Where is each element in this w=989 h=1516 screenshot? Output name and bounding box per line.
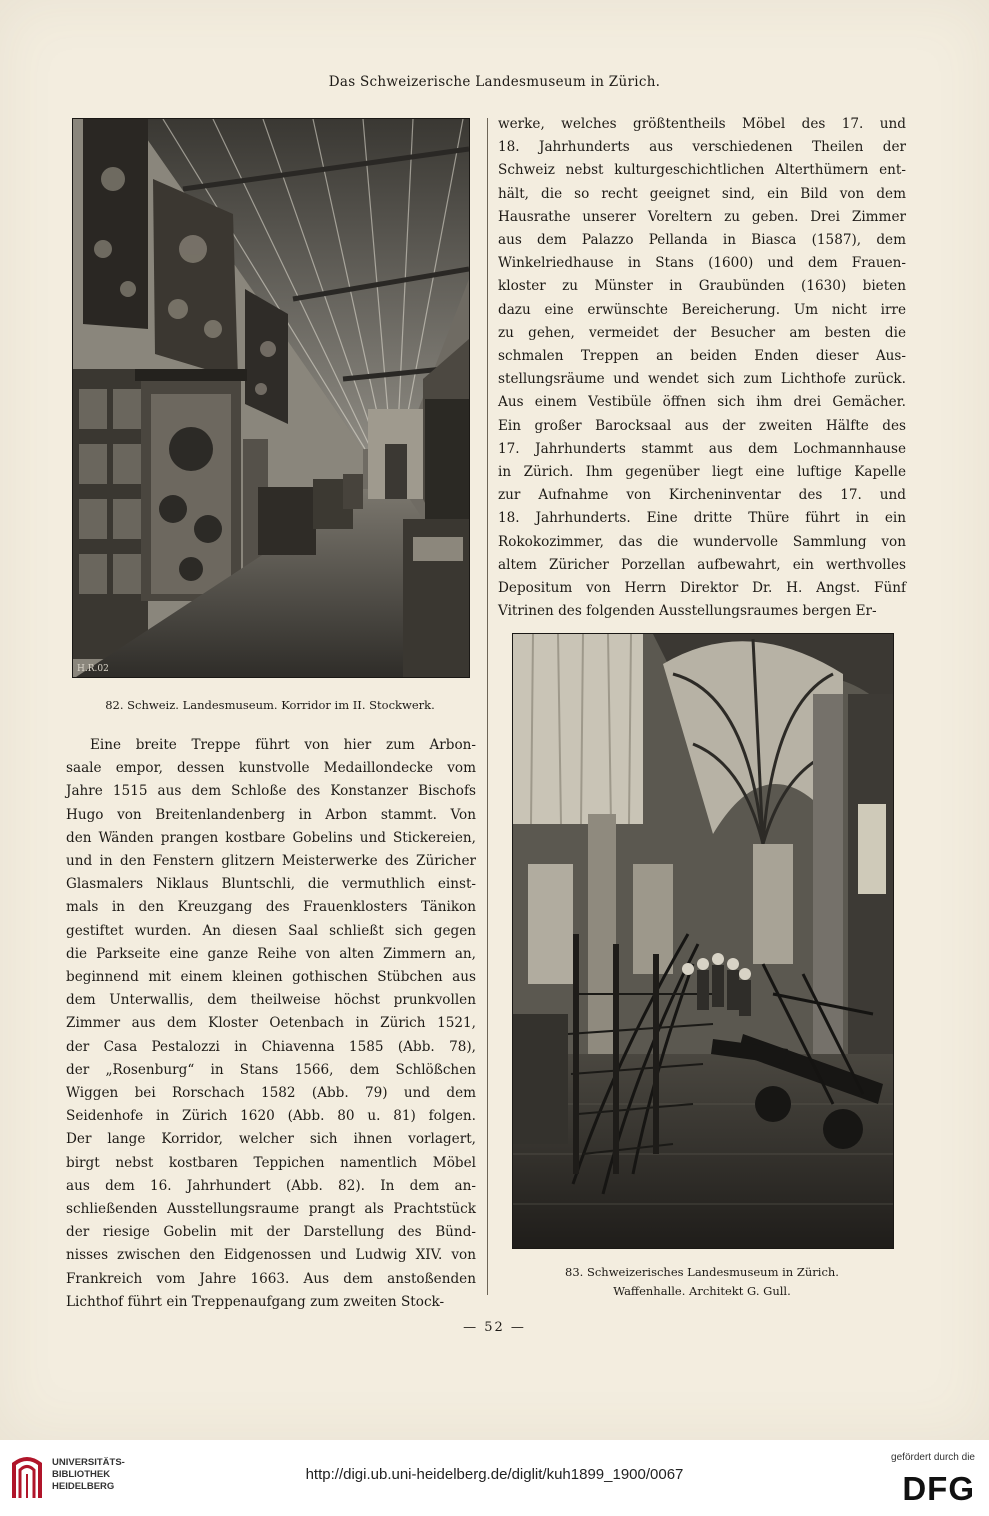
corridor-photograph xyxy=(72,118,470,678)
page-number: — 52 — xyxy=(463,1320,526,1335)
text-line: nisses zwischen den Eidgenossen und Ludwig XIV. von xyxy=(66,1247,476,1264)
photo-monogram: H.R.02 xyxy=(77,664,109,674)
text-line: der riesige Gobelin mit der Darstellung des Bünd- xyxy=(66,1224,476,1241)
text-line: werke, welches größtentheils Möbel des 17. und xyxy=(498,116,906,132)
text-line: altem Züricher Porzellan aufbewahrt, ein werthvolles xyxy=(498,556,906,573)
figure-83-caption xyxy=(512,1263,892,1301)
text-line: den Wänden prangen kostbare Gobelins und Stickereien, xyxy=(66,829,476,846)
dfg-logo: DFG xyxy=(902,1470,975,1507)
text-line: Schweiz nebst kulturgeschichtlichen Alterthümern ent- xyxy=(498,162,906,179)
funded-by-label: gefördert durch die xyxy=(891,1452,975,1463)
text-line: beginnend mit einem kleinen gothischen Stübchen aus xyxy=(66,969,476,986)
text-line: Vitrinen des folgenden Ausstellungsraumes bergen Er- xyxy=(498,603,877,620)
text-line: Rokokozimmer, das die wundervolle Sammlung von xyxy=(498,533,906,550)
text-line: Frankreich vom Jahre 1663. Aus dem anstoßenden xyxy=(66,1270,476,1287)
text-line: schließenden Ausstellungsraume prangt als Prachtstück xyxy=(66,1201,476,1218)
text-line: Zimmer aus dem Kloster Oetenbach in Zürich 1521, xyxy=(66,1015,476,1032)
text-line: Aus einem Vestibüle öffnen sich ihm drei Gemächer. xyxy=(498,394,906,411)
text-line: Ein großer Barocksaal aus der zweiten Hälfte des xyxy=(498,417,906,434)
text-line: mals in den Kreuzgang des Frauenklosters Tänikon xyxy=(66,899,476,916)
text-line: birgt nebst kostbaren Teppichen namentlich Möbel xyxy=(66,1154,476,1171)
text-line: dazu eine erwünschte Bereicherung. Um nicht irre xyxy=(498,301,906,318)
text-line: Depositum von Herrn Direktor Dr. H. Angst. Fünf xyxy=(498,580,906,597)
text-line: Lichthof führt ein Treppenaufgang zum zweiten Stock- xyxy=(66,1293,445,1310)
text-line: Der lange Korridor, welcher sich ihnen vorlagert, xyxy=(66,1131,476,1148)
text-line: 17. Jahrhunderts stammt aus dem Lochmannhause xyxy=(498,440,906,457)
text-line: zu gehen, vermeidet der Besucher am besten die xyxy=(498,324,906,341)
text-line: dem Unterwallis, dem theilweise höchst prunkvollen xyxy=(66,992,476,1009)
permalink-url[interactable]: http://digi.ub.uni-heidelberg.de/diglit/kuh1899_1900/0067 xyxy=(305,1466,684,1483)
text-line: Winkelriedhause in Stans (1600) und dem Frauen- xyxy=(498,255,906,272)
text-line: Hausrathe unserer Voreltern zu geben. Drei Zimmer xyxy=(498,208,906,225)
running-head: Das Schweizerische Landesmuseum in Zürich. xyxy=(328,74,661,90)
library-name-line: BIBLIOTHEK xyxy=(52,1469,111,1480)
left-text-column xyxy=(66,734,476,1314)
text-line: Seidenhofe in Zürich 1620 (Abb. 80 u. 81) folgen. xyxy=(66,1108,476,1125)
text-line: aus dem Palazzo Pellanda in Biasca (1587), dem xyxy=(498,232,906,249)
text-line: 18. Jahrhunderts. Eine dritte Thüre führt in ein xyxy=(498,510,906,527)
text-line: saale empor, dessen kunstvolle Medaillondecke vom xyxy=(66,760,476,777)
text-line: die Parkseite eine ganze Reihe von alten Zimmern an, xyxy=(66,945,476,962)
text-line: gestiftet wurden. An diesen Saal schließt sich gegen xyxy=(66,922,476,939)
text-line: zur Aufnahme von Kircheninventar des 17. und xyxy=(498,487,906,504)
text-line: hält, die so recht geeignet sind, ein Bild von dem xyxy=(498,185,906,202)
column-rule xyxy=(487,118,488,1295)
text-line: 18. Jahrhunderts aus verschiedenen Theilen der xyxy=(498,139,906,156)
text-line: Wiggen bei Rorschach 1582 (Abb. 79) und dem xyxy=(66,1085,476,1102)
figure-83-caption-line: Waffenhalle. Architekt G. Gull. xyxy=(613,1284,791,1298)
text-line: schmalen Treppen an beiden Enden dieser Aus- xyxy=(498,348,906,365)
text-line: in Zürich. Ihm gegenüber liegt eine luftige Kapelle xyxy=(498,464,906,481)
text-line: kloster zu Münster in Graubünden (1630) bieten xyxy=(498,278,906,295)
figure-83-caption-line: 83. Schweizerisches Landesmuseum in Zürich. xyxy=(565,1265,839,1279)
text-line: und in den Fenstern glitzern Meisterwerke des Züricher xyxy=(66,853,476,870)
armoury-hall-photograph xyxy=(512,633,894,1249)
digitization-footer xyxy=(0,1440,989,1516)
text-line: Glasmalers Niklaus Bluntschli, die vermuthlich einst- xyxy=(66,876,476,893)
text-line: Eine breite Treppe führt von hier zum Arbon- xyxy=(90,737,476,753)
library-name-line: HEIDELBERG xyxy=(52,1481,115,1492)
text-line: aus dem 16. Jahrhundert (Abb. 82). In dem an- xyxy=(66,1177,476,1194)
text-line: Jahre 1515 aus dem Schloße des Konstanzer Bischofs xyxy=(66,783,476,800)
library-name-line: UNIVERSITÄTS- xyxy=(52,1457,125,1468)
figure-82-caption: 82. Schweiz. Landesmuseum. Korridor im II. Stockwerk. xyxy=(105,698,435,712)
text-line: Hugo von Breitenlandenberg in Arbon stammt. Von xyxy=(66,806,476,823)
text-line: der „Rosenburg“ in Stans 1566, dem Schlößchen xyxy=(66,1061,476,1078)
text-line: stellungsräume und wendet sich zum Lichthofe zurück. xyxy=(498,371,906,388)
right-text-column xyxy=(498,113,906,623)
text-line: der Casa Pestalozzi in Chiavenna 1585 (Abb. 78), xyxy=(66,1038,476,1055)
